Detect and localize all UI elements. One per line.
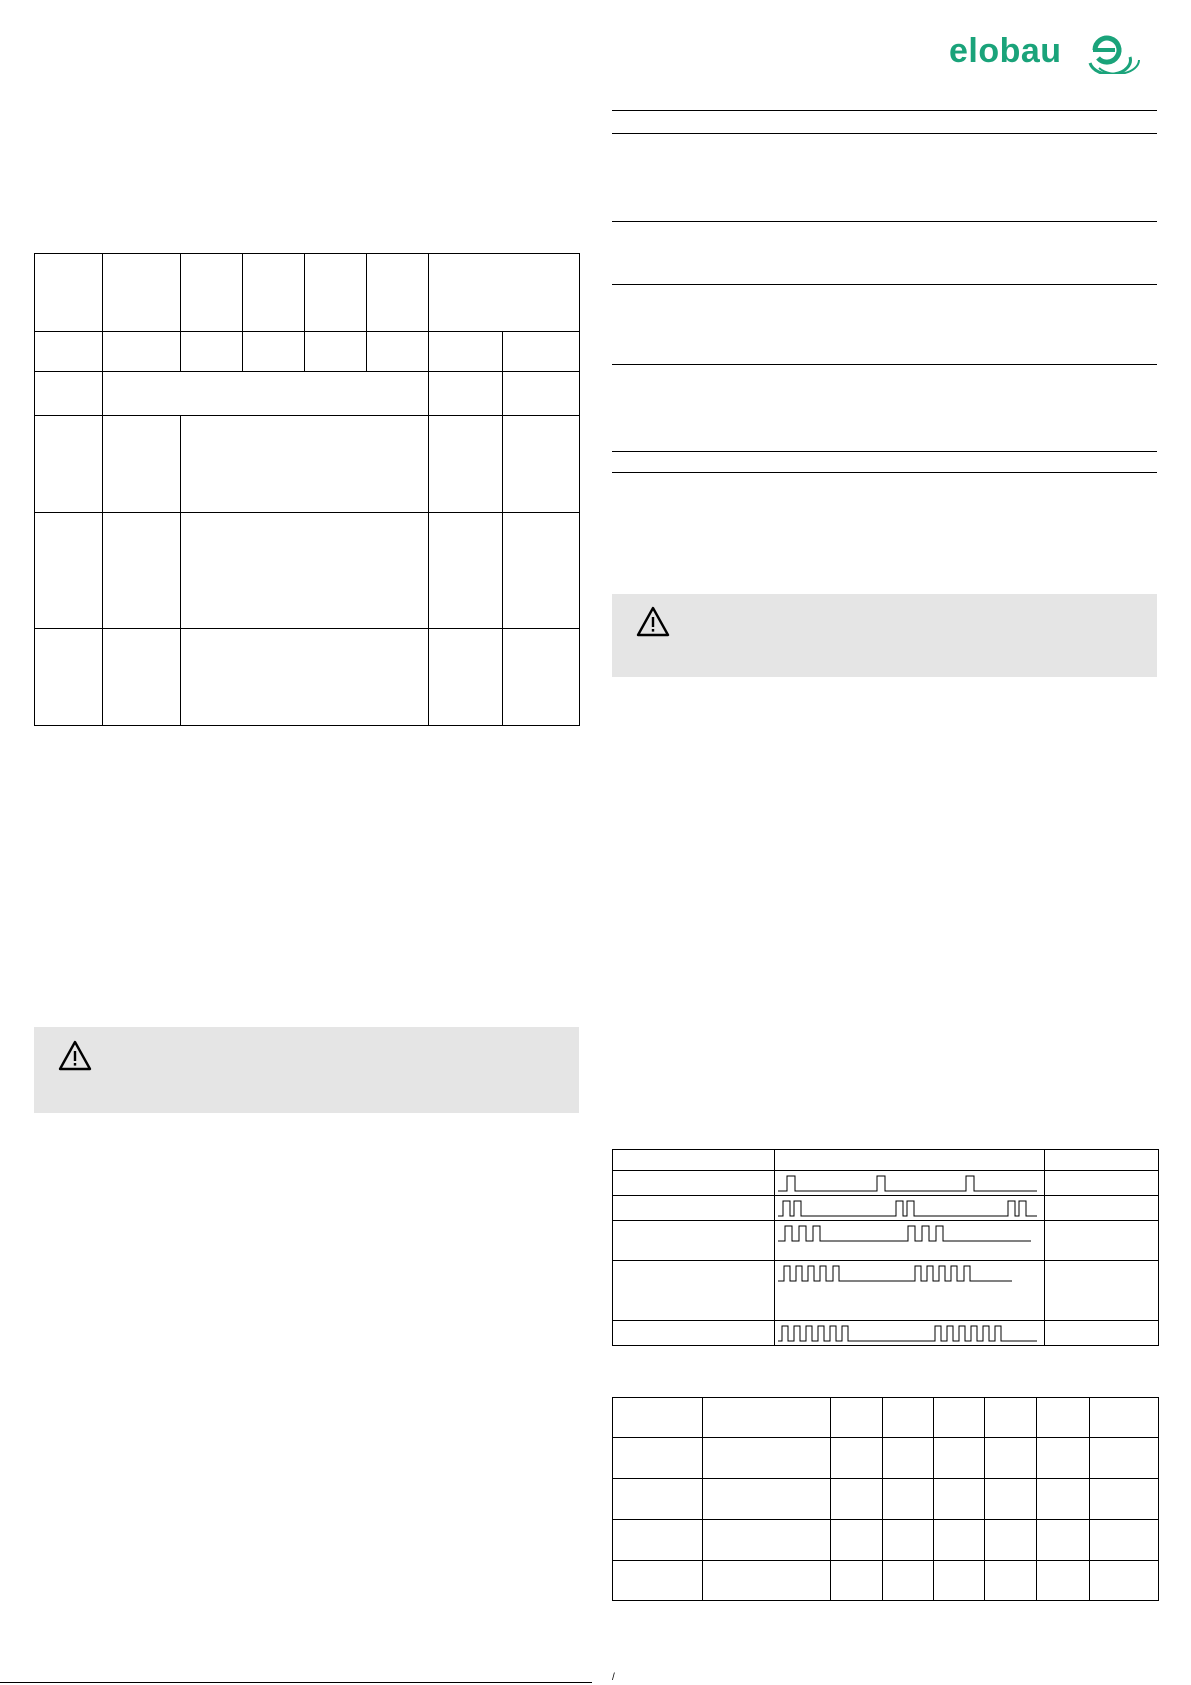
warning-triangle-icon <box>58 1040 92 1072</box>
specification-table-left <box>34 253 580 726</box>
divider <box>612 364 1157 365</box>
table-row <box>613 1171 1159 1196</box>
divider <box>612 133 1157 134</box>
divider <box>612 472 1157 473</box>
divider <box>612 284 1157 285</box>
footer-divider <box>0 1682 592 1683</box>
pulse-pattern-4 <box>775 1261 1045 1321</box>
table-row <box>35 332 580 372</box>
table-row <box>35 254 580 332</box>
table-row <box>613 1196 1159 1221</box>
table-row <box>35 513 580 629</box>
table-row <box>613 1221 1159 1261</box>
table-row <box>613 1520 1159 1561</box>
table-row <box>613 1150 1159 1171</box>
table-row <box>613 1479 1159 1520</box>
pulse-pattern-5 <box>775 1321 1045 1346</box>
pulse-pattern-2 <box>775 1196 1045 1221</box>
table-row <box>613 1561 1159 1601</box>
table-row <box>613 1398 1159 1438</box>
table-row <box>613 1438 1159 1479</box>
specification-table-right <box>612 1397 1159 1601</box>
warning-box <box>34 1027 579 1113</box>
warning-box <box>612 594 1157 677</box>
pulse-pattern-3 <box>775 1221 1045 1261</box>
divider <box>612 110 1157 111</box>
warning-triangle-icon <box>636 606 670 638</box>
brand-name: elobau <box>949 32 1062 70</box>
table-row <box>35 372 580 416</box>
logo-e-mark-icon <box>1085 30 1145 74</box>
pulse-pattern-1 <box>775 1171 1045 1196</box>
page-mark: / <box>612 1672 615 1683</box>
divider <box>612 221 1157 222</box>
table-row <box>613 1321 1159 1346</box>
signal-pattern-table <box>612 1149 1159 1346</box>
table-row <box>35 416 580 513</box>
brand-logo <box>949 30 1159 74</box>
divider <box>612 451 1157 452</box>
table-row <box>613 1261 1159 1321</box>
table-row <box>35 629 580 726</box>
